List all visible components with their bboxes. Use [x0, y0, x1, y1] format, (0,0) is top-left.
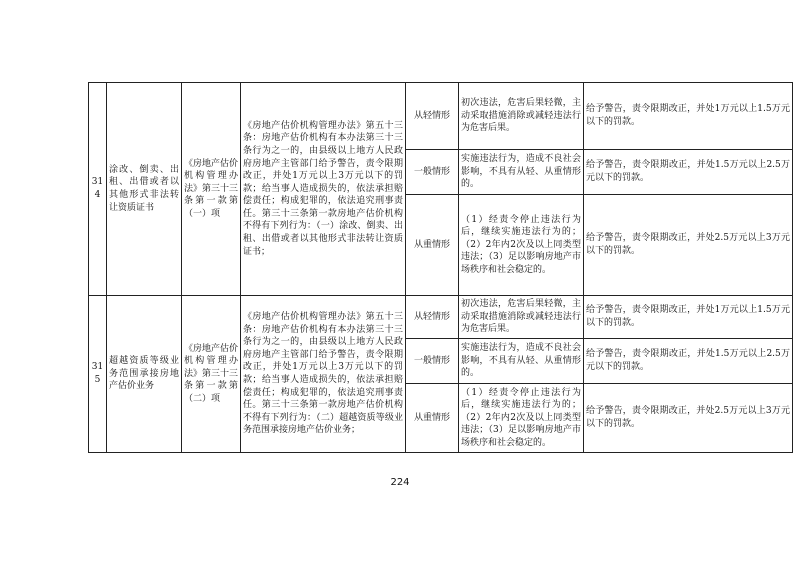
- severity-level: 一般情形: [406, 339, 459, 384]
- page-number: 224: [390, 477, 410, 488]
- table-row: [89, 83, 793, 150]
- penalty-clause: 《房地产估价机构管理办法》第五十三条：房地产估价机构有本办法第三十三条行为之一的，由县级以上地方人民政府房地产主管部门给予警告，责令限期改正，并处1万元以上3万元以下的罚款；给当事人造成损失的，依法承担赔偿责任；构成犯罪的，依法追究刑事责任。第三十三条第一款房地产估价机构不得有下列行为：（一）涂改、倒卖、出租、出借或者以其他形式非法转让资质证书；: [241, 83, 406, 296]
- table-row: [89, 296, 793, 339]
- penalty-discretion-table: [88, 82, 793, 453]
- violation-facts: （1）经责令停止违法行为后，继续实施违法行为的；（2）2年内2次及以上同类型违法；（3）足以影响房地产市场秩序和社会稳定的。: [459, 384, 584, 453]
- legal-basis: 《房地产估价机构管理办法》第三十三条第一款第（一）项: [182, 83, 241, 296]
- penalty-standard: 给予警告，责令限期改正，并处1.5万元以上2.5万元以下的罚款。: [584, 339, 793, 384]
- violation-facts: 初次违法，危害后果轻微，主动采取措施消除或减轻违法行为危害后果。: [459, 83, 584, 150]
- item-number: 314: [89, 83, 107, 296]
- penalty-standard: 给予警告，责令限期改正，并处2.5万元以上3万元以下的罚款。: [584, 195, 793, 296]
- item-number: 315: [89, 296, 107, 453]
- severity-level: 从重情形: [406, 384, 459, 453]
- violation-facts: 初次违法，危害后果轻微，主动采取措施消除或减轻违法行为危害后果。: [459, 296, 584, 339]
- violation-facts: （1）经责令停止违法行为后，继续实施违法行为的；（2）2年内2次及以上同类型违法；（3）足以影响房地产市场秩序和社会稳定的。: [459, 195, 584, 296]
- penalty-standard: 给予警告，责令限期改正，并处1.5万元以上2.5万元以下的罚款。: [584, 150, 793, 195]
- penalty-clause: 《房地产估价机构管理办法》第五十三条：房地产估价机构有本办法第三十三条行为之一的，由县级以上地方人民政府房地产主管部门给予警告，责令限期改正，并处1万元以上3万元以下的罚款；给当事人造成损失的，依法承担赔偿责任；构成犯罪的，依法追究刑事责任。第三十三条第一款房地产估价机构不得有下列行为：（二）超越资质等级业务范围承接房地产估价业务；: [241, 296, 406, 453]
- legal-basis: 《房地产估价机构管理办法》第三十三条第一款第（二）项: [182, 296, 241, 453]
- violation-item: 超越资质等级业务范围承接房地产估价业务: [107, 296, 182, 453]
- penalty-standard: 给予警告，责令限期改正，并处2.5万元以上3万元以下的罚款。: [584, 384, 793, 453]
- severity-level: 从重情形: [406, 195, 459, 296]
- penalty-standard: 给予警告，责令限期改正，并处1万元以上1.5万元以下的罚款。: [584, 83, 793, 150]
- severity-level: 一般情形: [406, 150, 459, 195]
- violation-facts: 实施违法行为，造成不良社会影响，不具有从轻、从重情形的。: [459, 339, 584, 384]
- severity-level: 从轻情形: [406, 83, 459, 150]
- penalty-standard: 给予警告，责令限期改正，并处1万元以上1.5万元以下的罚款。: [584, 296, 793, 339]
- severity-level: 从轻情形: [406, 296, 459, 339]
- violation-facts: 实施违法行为，造成不良社会影响，不具有从轻、从重情形的。: [459, 150, 584, 195]
- violation-item: 涂改、倒卖、出租、出借或者以其他形式非法转让资质证书: [107, 83, 182, 296]
